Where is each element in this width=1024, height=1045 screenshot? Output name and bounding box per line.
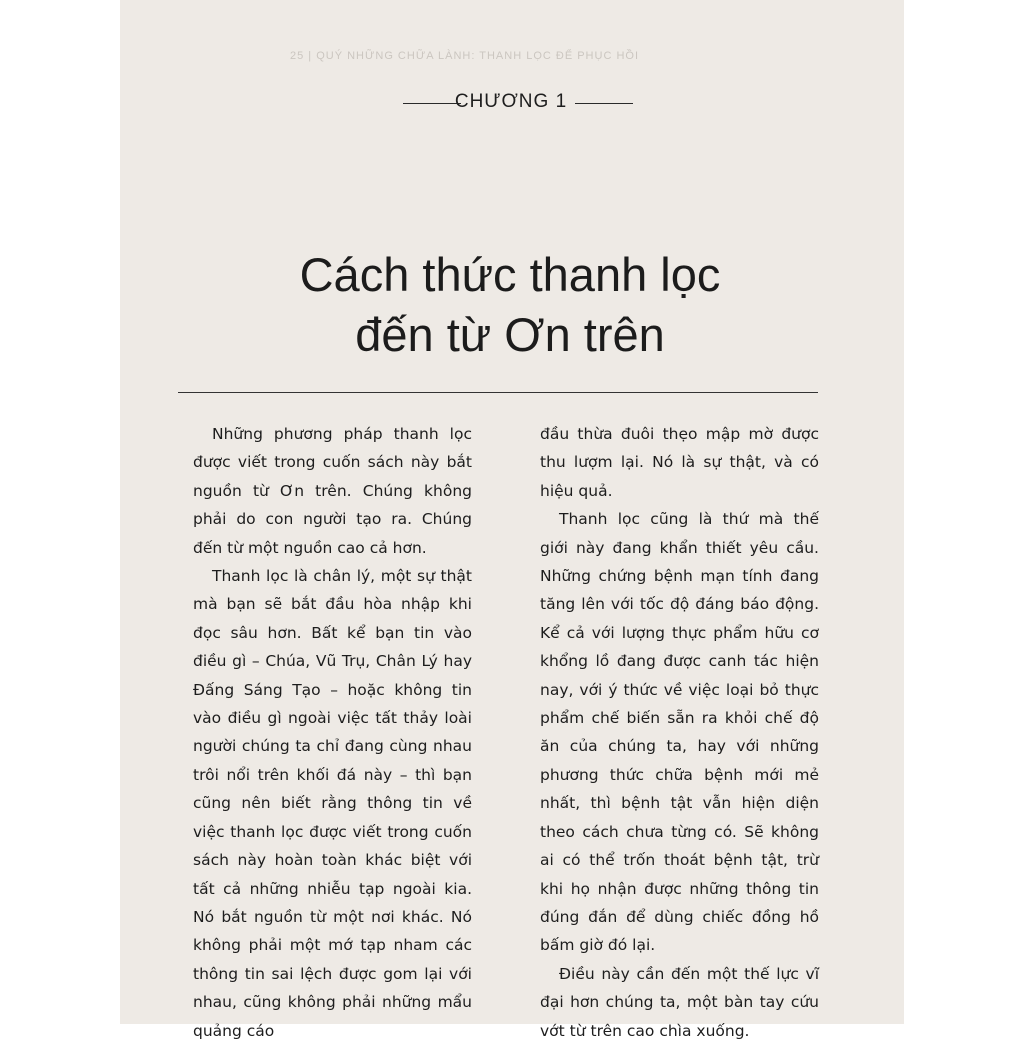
- paragraph: Điều này cần đến một thế lực vĩ đại hơn chúng ta, một bàn tay cứu vớt từ trên cao chìa xuống.: [540, 964, 819, 1040]
- right-text-column: [540, 420, 819, 1045]
- title-line-2: đến từ Ơn trên: [355, 308, 665, 361]
- paragraph: Thanh lọc là chân lý, một sự thật mà bạn sẽ bắt đầu hòa nhập khi đọc sâu hơn. Bất kể bạn tin vào điều gì – Chúa, Vũ Trụ, Chân Lý hay Đấng Sáng Tạo – hoặc không tin vào điều gì ngoài việc tất thảy loài người chúng ta chỉ đang cùng nhau trôi nổi trên khối đá này – thì bạn cũng nên biết rằng thông tin về việc thanh lọc được viết trong cuốn sách này hoàn toàn khác biệt với tất cả những nhiễu tạp ngoài kia. Nó bắt nguồn từ một nơi khác. Nó không phải một mớ tạp nham các thông tin sai lệch được gom lại với nhau, cũng không phải những mẩu quảng cáo: [193, 567, 472, 1040]
- paragraph: Những phương pháp thanh lọc được viết trong cuốn sách này bắt nguồn từ Ơn trên. Chúng không phải do con người tạo ra. Chúng đến từ một nguồn cao cả hơn.: [193, 425, 472, 557]
- paragraph: Thanh lọc cũng là thứ mà thế giới này đang khẩn thiết yêu cầu. Những chứng bệnh mạn tính đang tăng lên với tốc độ đáng báo động. Kể cả với lượng thực phẩm hữu cơ khổng lồ đang được canh tác hiện nay, với ý thức về việc loại bỏ thực phẩm chế biến sẵn ra khỏi chế độ ăn của chúng ta, hay với những phương thức chữa bệnh mới mẻ nhất, thì bệnh tật vẫn hiện diện theo cách chưa từng có. Sẽ không ai có thể trốn thoát bệnh tật, trừ khi họ nhận được những thông tin đúng đắn để dùng chiếc đồng hồ bấm giờ đó lại.: [540, 510, 819, 955]
- title-divider: [178, 392, 818, 393]
- bleed-through-header: 25 | QUÝ NHỮNG CHỮA LÀNH: THANH LỌC ĐỂ PHỤC HỒI: [290, 50, 639, 62]
- book-page: [120, 0, 904, 1040]
- chapter-rule-right: [575, 103, 633, 104]
- title-line-1: Cách thức thanh lọc: [299, 248, 721, 301]
- chapter-label: CHƯƠNG 1: [454, 91, 568, 112]
- chapter-title: [240, 245, 780, 365]
- paragraph-continued: đầu thừa đuôi thẹo mập mờ được thu lượm lại. Nó là sự thật, và có hiệu quả.: [540, 425, 819, 500]
- left-text-column: [193, 420, 472, 1045]
